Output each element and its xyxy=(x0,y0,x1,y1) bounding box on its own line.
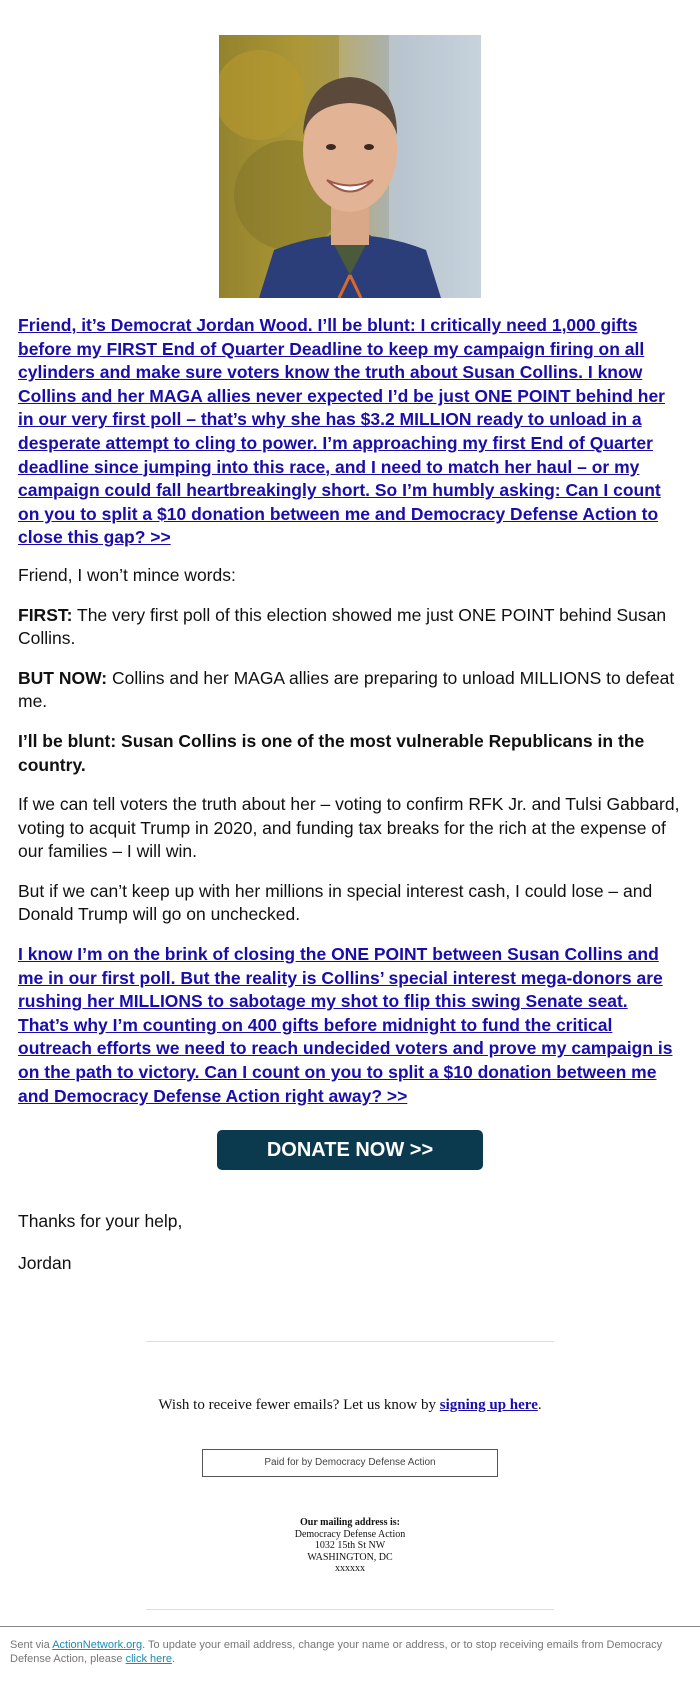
unsubscribe-text xyxy=(0,1627,700,1666)
fewer-prefix: Wish to receive fewer emails? Let us know by xyxy=(158,1397,440,1413)
click-here-link[interactable]: click here xyxy=(125,1653,173,1665)
mailing-org: Democracy Defense Action xyxy=(294,1528,406,1540)
bottom-end: . xyxy=(172,1653,176,1665)
but-now-label: BUT NOW: xyxy=(18,667,108,688)
action-network-link[interactable]: ActionNetwork.org xyxy=(52,1639,143,1651)
blunt-statement: I’ll be blunt: Susan Collins is one of the most vulnerable Republicans in the country. xyxy=(18,730,645,775)
first-paragraph xyxy=(18,604,682,651)
mailing-address xyxy=(146,1517,554,1575)
second-donate-link[interactable]: I know I’m on the brink of closing the ONE POINT between Susan Collins and me in our first poll. But the reality is Collins’ special interest mega-donors are rushing her MILLIONS to sabotage my shot to flip this swing Senate seat. That’s why I’m counting on 400 gifts before midnight to fund the critical outreach efforts we need to reach undecided voters and prove my campaign is on the path to victory. Can I count on you to split a $10 donation between me and Democracy Defense Action right away? >> xyxy=(18,944,673,1106)
email-body xyxy=(18,314,682,1293)
thanks-text: Thanks for your help, xyxy=(18,1211,183,1232)
truth-paragraph: If we can tell voters the truth about her – voting to confirm RFK Jr. and Tulsi Gabbard, voting to acquit Trump in 2020, and funding tax breaks for the rich at the expense of our families – I will win. xyxy=(18,794,680,862)
intro-text: Friend, I won’t mince words: xyxy=(18,564,236,585)
update-email-text: . To update your email address, change your name or address, or to stop receiving emails from Democracy Defense Action, please xyxy=(10,1639,663,1665)
first-text: The very first poll of this election showed me just ONE POINT behind Susan Collins. xyxy=(18,604,667,649)
signing-up-link[interactable]: signing up here xyxy=(439,1397,538,1413)
first-label: FIRST: xyxy=(18,604,73,625)
action-network-bar xyxy=(0,1626,700,1695)
footer-divider xyxy=(146,1609,554,1610)
email-footer xyxy=(146,1341,554,1610)
mailing-city: WASHINGTON, DC xyxy=(307,1551,393,1563)
fewer-emails-text xyxy=(146,1397,554,1414)
fewer-suffix: . xyxy=(537,1397,542,1413)
sent-via-text: Sent via xyxy=(10,1639,53,1651)
paid-for-box: Paid for by Democracy Defense Action xyxy=(202,1449,498,1477)
lead-donate-link[interactable]: Friend, it’s Democrat Jordan Wood. I’ll be blunt: I critically need 1,000 gifts before my FIRST End of Quarter Deadline to keep my campaign firing on all cylinders and make sure voters know the truth about Susan Collins. I know Collins and her MAGA allies never expected I’d be just ONE POINT behind her in our very first poll – that’s why she has $3.2 MILLION ready to unload in a desperate attempt to cling to power. I’m approaching my first End of Quarter deadline since jumping into this race, and I need to match her haul – or my campaign could fall heartbreakingly short. So I’m humbly asking: Can I count on you to split a $10 donation between me and Democracy Defense Action to close this gap? >> xyxy=(18,315,665,548)
mailing-street: 1032 15th St NW xyxy=(314,1540,386,1551)
donate-button-container xyxy=(18,1130,682,1170)
but-now-paragraph xyxy=(18,667,682,714)
candidate-portrait-image xyxy=(219,35,481,298)
signature-text: Jordan xyxy=(18,1252,72,1273)
mailing-title: Our mailing address is: xyxy=(300,1517,400,1528)
but-now-text: Collins and her MAGA allies are preparing to unload MILLIONS to defeat me. xyxy=(18,667,675,712)
donate-now-button[interactable]: DONATE NOW >> xyxy=(217,1130,483,1170)
candidate-photo xyxy=(219,35,481,298)
mailing-zip: xxxxxx xyxy=(335,1563,365,1574)
lose-paragraph: But if we can’t keep up with her millions in special interest cash, I could lose – and Donald Trump will go on unchecked. xyxy=(18,880,653,925)
